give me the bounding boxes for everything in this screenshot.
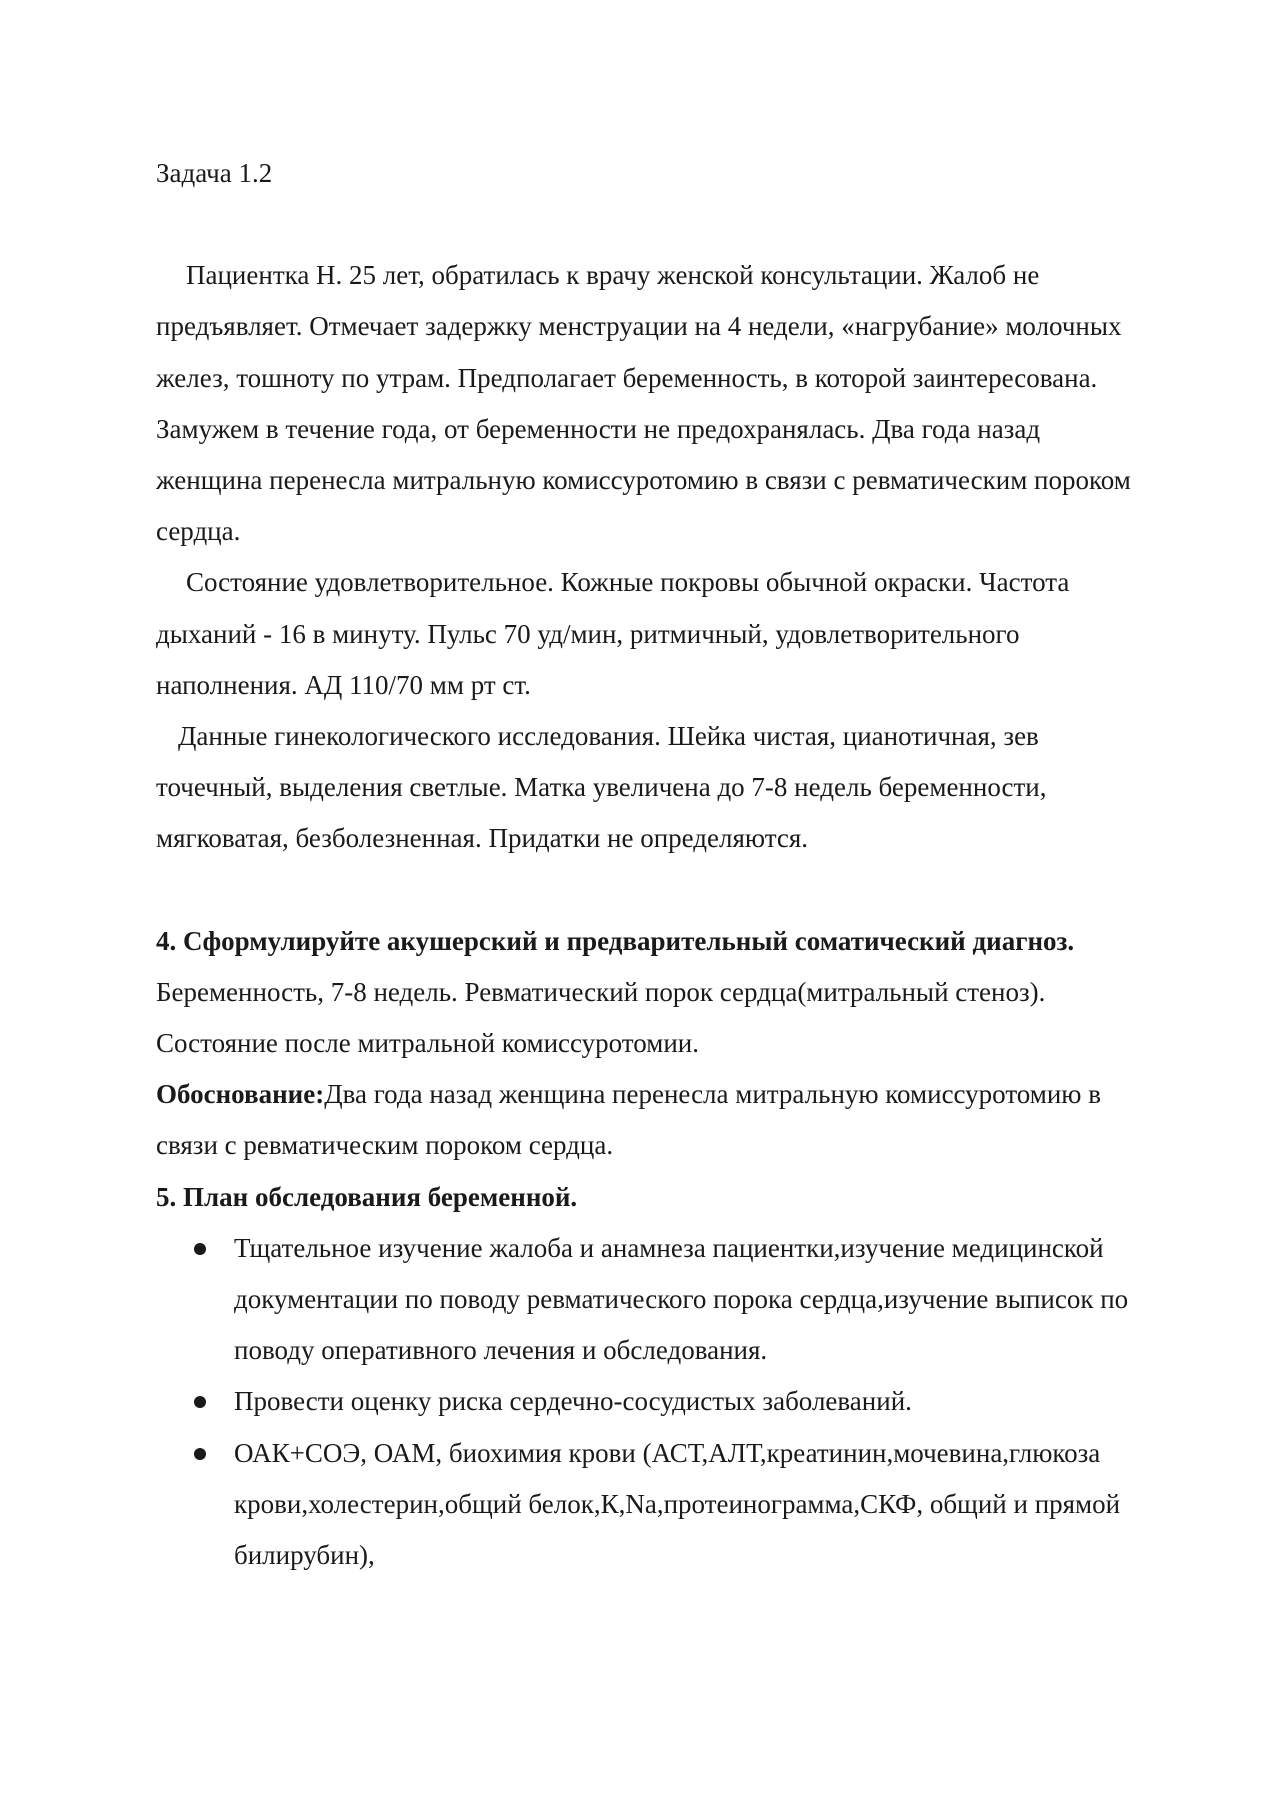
list-item-text: Провести оценку риска сердечно-сосудистых заболеваний. (234, 1386, 912, 1417)
case-paragraph-status: Состояние удовлетворительное. Кожные покровы обычной окраски. Частота дыханий - 16 в минуту. Пульс 70 уд/мин, ритмичный, удовлетворительного наполнения. АД 110/70 мм рт ст. (156, 567, 1070, 700)
task-title: Задача 1.2 (156, 158, 273, 188)
justification-label: Обоснование: (156, 1079, 325, 1110)
list-item (234, 1428, 1136, 1582)
document-page (156, 148, 1136, 1581)
spacer (156, 199, 1136, 250)
exam-plan-list (156, 1223, 1136, 1581)
spacer (156, 865, 1136, 916)
case-paragraph-gyn-exam: Данные гинекологического исследования. Шейка чистая, цианотичная, зев точечный, выделения светлые. Матка увеличена до 7-8 недель беременности, мягковатая, безболезненная. Придатки не определяются. (156, 721, 1047, 854)
bullet-icon (194, 1448, 206, 1460)
question-4-justification (156, 1069, 1136, 1171)
list-item-text: Тщательное изучение жалоба и анамнеза пациентки,изучение медицинской документации по поводу ревматического порока сердца,изучение выписок по поводу оперативного лечения и обследования. (234, 1232, 1129, 1366)
case-paragraph-complaints: Пациентка Н. 25 лет, обратилась к врачу женской консультации. Жалоб не предъявляет. Отмечает задержку менструации на 4 недели, «нагрубание» молочных желез, тошноту по утрам. Предполагает беременность, в которой заинтересована. Замужем в течение года, от беременности не предохранялась. Два года назад женщина перенесла митральную комиссуротомию в связи с ревматическим пороком сердца. (156, 260, 1131, 547)
question-4-heading: 4. Сформулируйте акушерский и предварительный соматический диагноз. (156, 925, 1075, 956)
bullet-icon (194, 1243, 206, 1255)
bullet-icon (194, 1396, 206, 1408)
question-4-answer: Беременность, 7-8 недель. Ревматический порок сердца(митральный стеноз). Состояние после митральной комиссуротомии. (156, 976, 1046, 1059)
question-5-heading: 5. План обследования беременной. (156, 1181, 578, 1212)
justification-text: Два года назад женщина перенесла митральную комиссуротомию в связи с ревматическим пороком сердца. (156, 1079, 1101, 1161)
list-item-text: ОАК+СОЭ, ОАМ, биохимия крови (АСТ,АЛТ,креатинин,мочевина,глюкоза крови,холестерин,общий белок,К,Na,протеинограмма,СКФ, общий и прямой билирубин), (234, 1437, 1121, 1571)
list-item (234, 1376, 1136, 1427)
list-item (234, 1223, 1136, 1377)
